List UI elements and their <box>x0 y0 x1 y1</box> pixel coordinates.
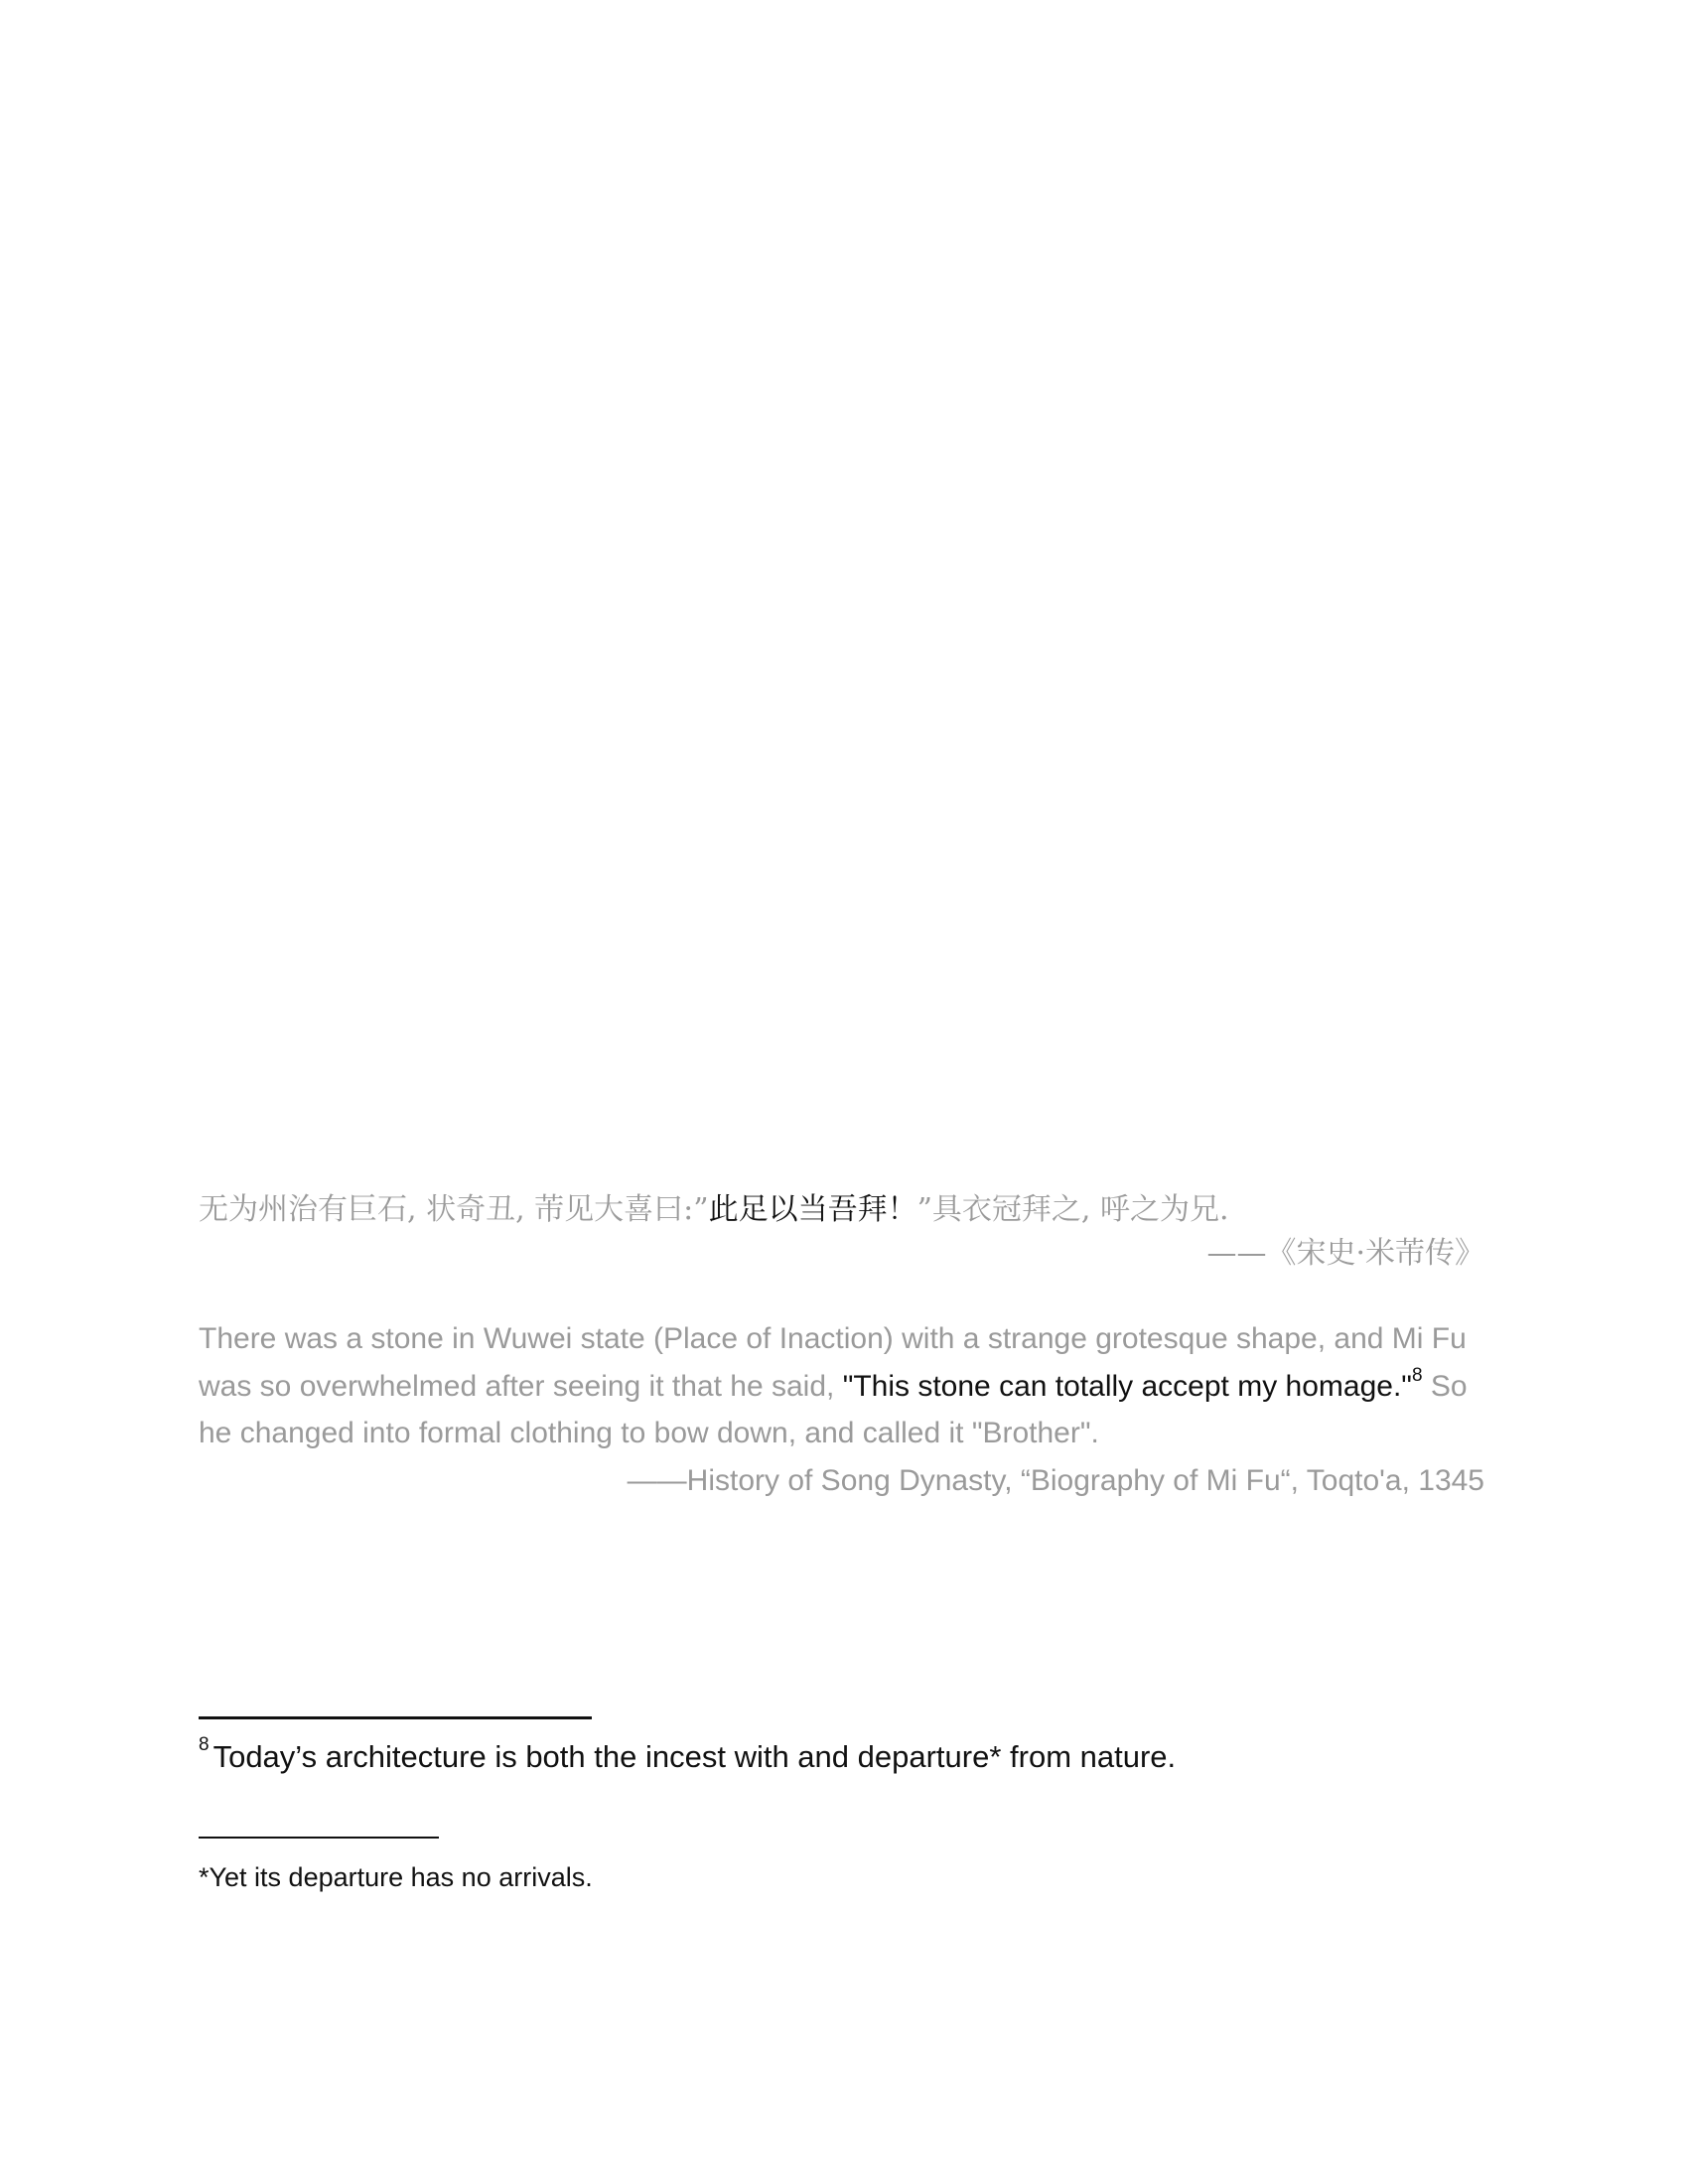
chinese-quote-highlight: 此足以当吾拜！ <box>708 1192 917 1227</box>
chinese-quote-attribution: ——《宋史·米芾传》 <box>1206 1236 1484 1271</box>
english-quote-before: There was a stone in Wuwei state (Place of Inaction) with a strange grotesque shape, and Mi Fu was so overwhelmed after seeing it that he said, <box>199 1322 1467 1403</box>
asterisk-note-text: *Yet its departure has no arrivals. <box>199 1862 593 1892</box>
chinese-quote-after: ”具衣冠拜之, 呼之为兄. <box>916 1192 1229 1227</box>
chinese-quote-before: 无为州治有巨石, 状奇丑, 芾见大喜曰:” <box>199 1192 709 1227</box>
english-quote-highlight: "This stone can totally accept my homage." <box>842 1369 1412 1403</box>
footnote-separator <box>199 1716 592 1719</box>
footnote-text: Today’s architecture is both the incest with and departure* from nature. <box>212 1739 1177 1774</box>
english-quote-after: So he changed into formal clothing to bow down, and called it "Brother". <box>199 1369 1468 1449</box>
secondary-separator <box>199 1837 439 1839</box>
footnote-reference[interactable]: 8 <box>1411 1364 1423 1386</box>
chinese-quote-block <box>199 1188 1484 1276</box>
asterisk-note <box>199 1859 593 1895</box>
chinese-quote <box>199 1188 1484 1232</box>
english-quote <box>199 1315 1484 1457</box>
footnote-8 <box>199 1733 1177 1777</box>
footnote-marker: 8 <box>199 1733 210 1755</box>
english-quote-block <box>199 1315 1484 1504</box>
english-quote-attribution: ——History of Song Dynasty, “Biography of Mi Fu“, Toqto'a, 1345 <box>627 1463 1484 1497</box>
